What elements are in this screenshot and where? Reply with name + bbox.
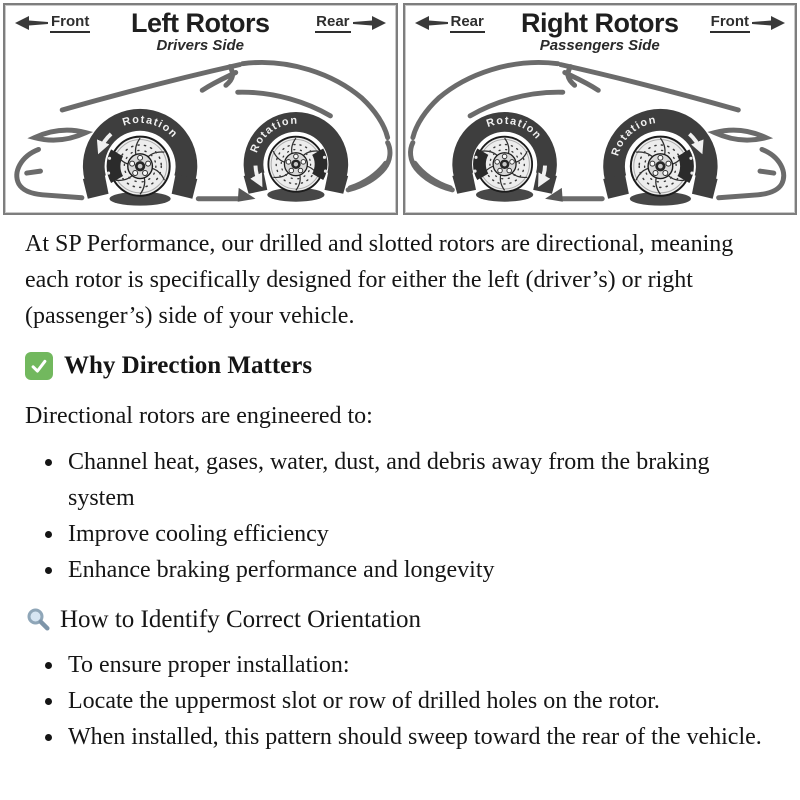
section-heading-text: Why Direction Matters [64, 352, 313, 379]
arrow-left-icon [414, 15, 448, 31]
benefits-list [25, 444, 775, 588]
article-body [0, 215, 800, 769]
panel-subtitle: Passengers Side [539, 37, 660, 55]
arrow-right-icon [752, 15, 786, 31]
front-direction-arrow [14, 14, 90, 33]
rear-direction-arrow [414, 14, 485, 33]
arrow-left-icon [14, 15, 48, 31]
panel-subtitle: Drivers Side [156, 37, 245, 55]
check-mark-icon [25, 352, 53, 380]
rotation-label: Rotation [248, 114, 299, 155]
right-rotors-panel [403, 3, 798, 215]
arrow-right-icon [353, 15, 387, 31]
direction-label: Front [710, 14, 750, 33]
front-direction-arrow [710, 14, 786, 33]
magnifying-glass-icon [25, 606, 52, 633]
left-rotors-panel [3, 3, 398, 215]
panel-title: Right Rotors [521, 8, 679, 38]
rotation-label: Rotation [121, 113, 181, 141]
installation-list [25, 647, 775, 755]
panel-title: Left Rotors [131, 8, 270, 38]
lead-paragraph: Directional rotors are engineered to: [25, 402, 373, 429]
rotation-label: Rotation [484, 114, 544, 143]
section-heading-text: How to Identify Correct Orientation [60, 605, 422, 633]
identify-orientation-heading [25, 603, 775, 637]
rear-direction-arrow [315, 14, 386, 33]
direction-label: Front [50, 14, 90, 33]
list-item: • To ensure proper installation: [65, 647, 775, 683]
rotation-label: Rotation [608, 113, 658, 158]
direction-label: Rear [450, 14, 485, 33]
why-direction-matters-heading [25, 349, 775, 383]
list-item: • When installed, this pattern should sweep toward the rear of the vehicle. [65, 719, 775, 755]
list-item: • Enhance braking performance and longevity [65, 552, 775, 588]
list-item: • Improve cooling efficiency [65, 516, 775, 552]
intro-paragraph: At SP Performance, our drilled and slotted rotors are directional, meaning each rotor is specifically designed for either the left (driver’s) or right (passenger’s) side of your vehicle. [25, 231, 734, 329]
list-item: • Locate the uppermost slot or row of drilled holes on the rotor. [65, 683, 775, 719]
list-item: • Channel heat, gases, water, dust, and debris away from the braking system [65, 444, 775, 516]
direction-label: Rear [315, 14, 350, 33]
rotor-direction-diagram [0, 0, 800, 215]
